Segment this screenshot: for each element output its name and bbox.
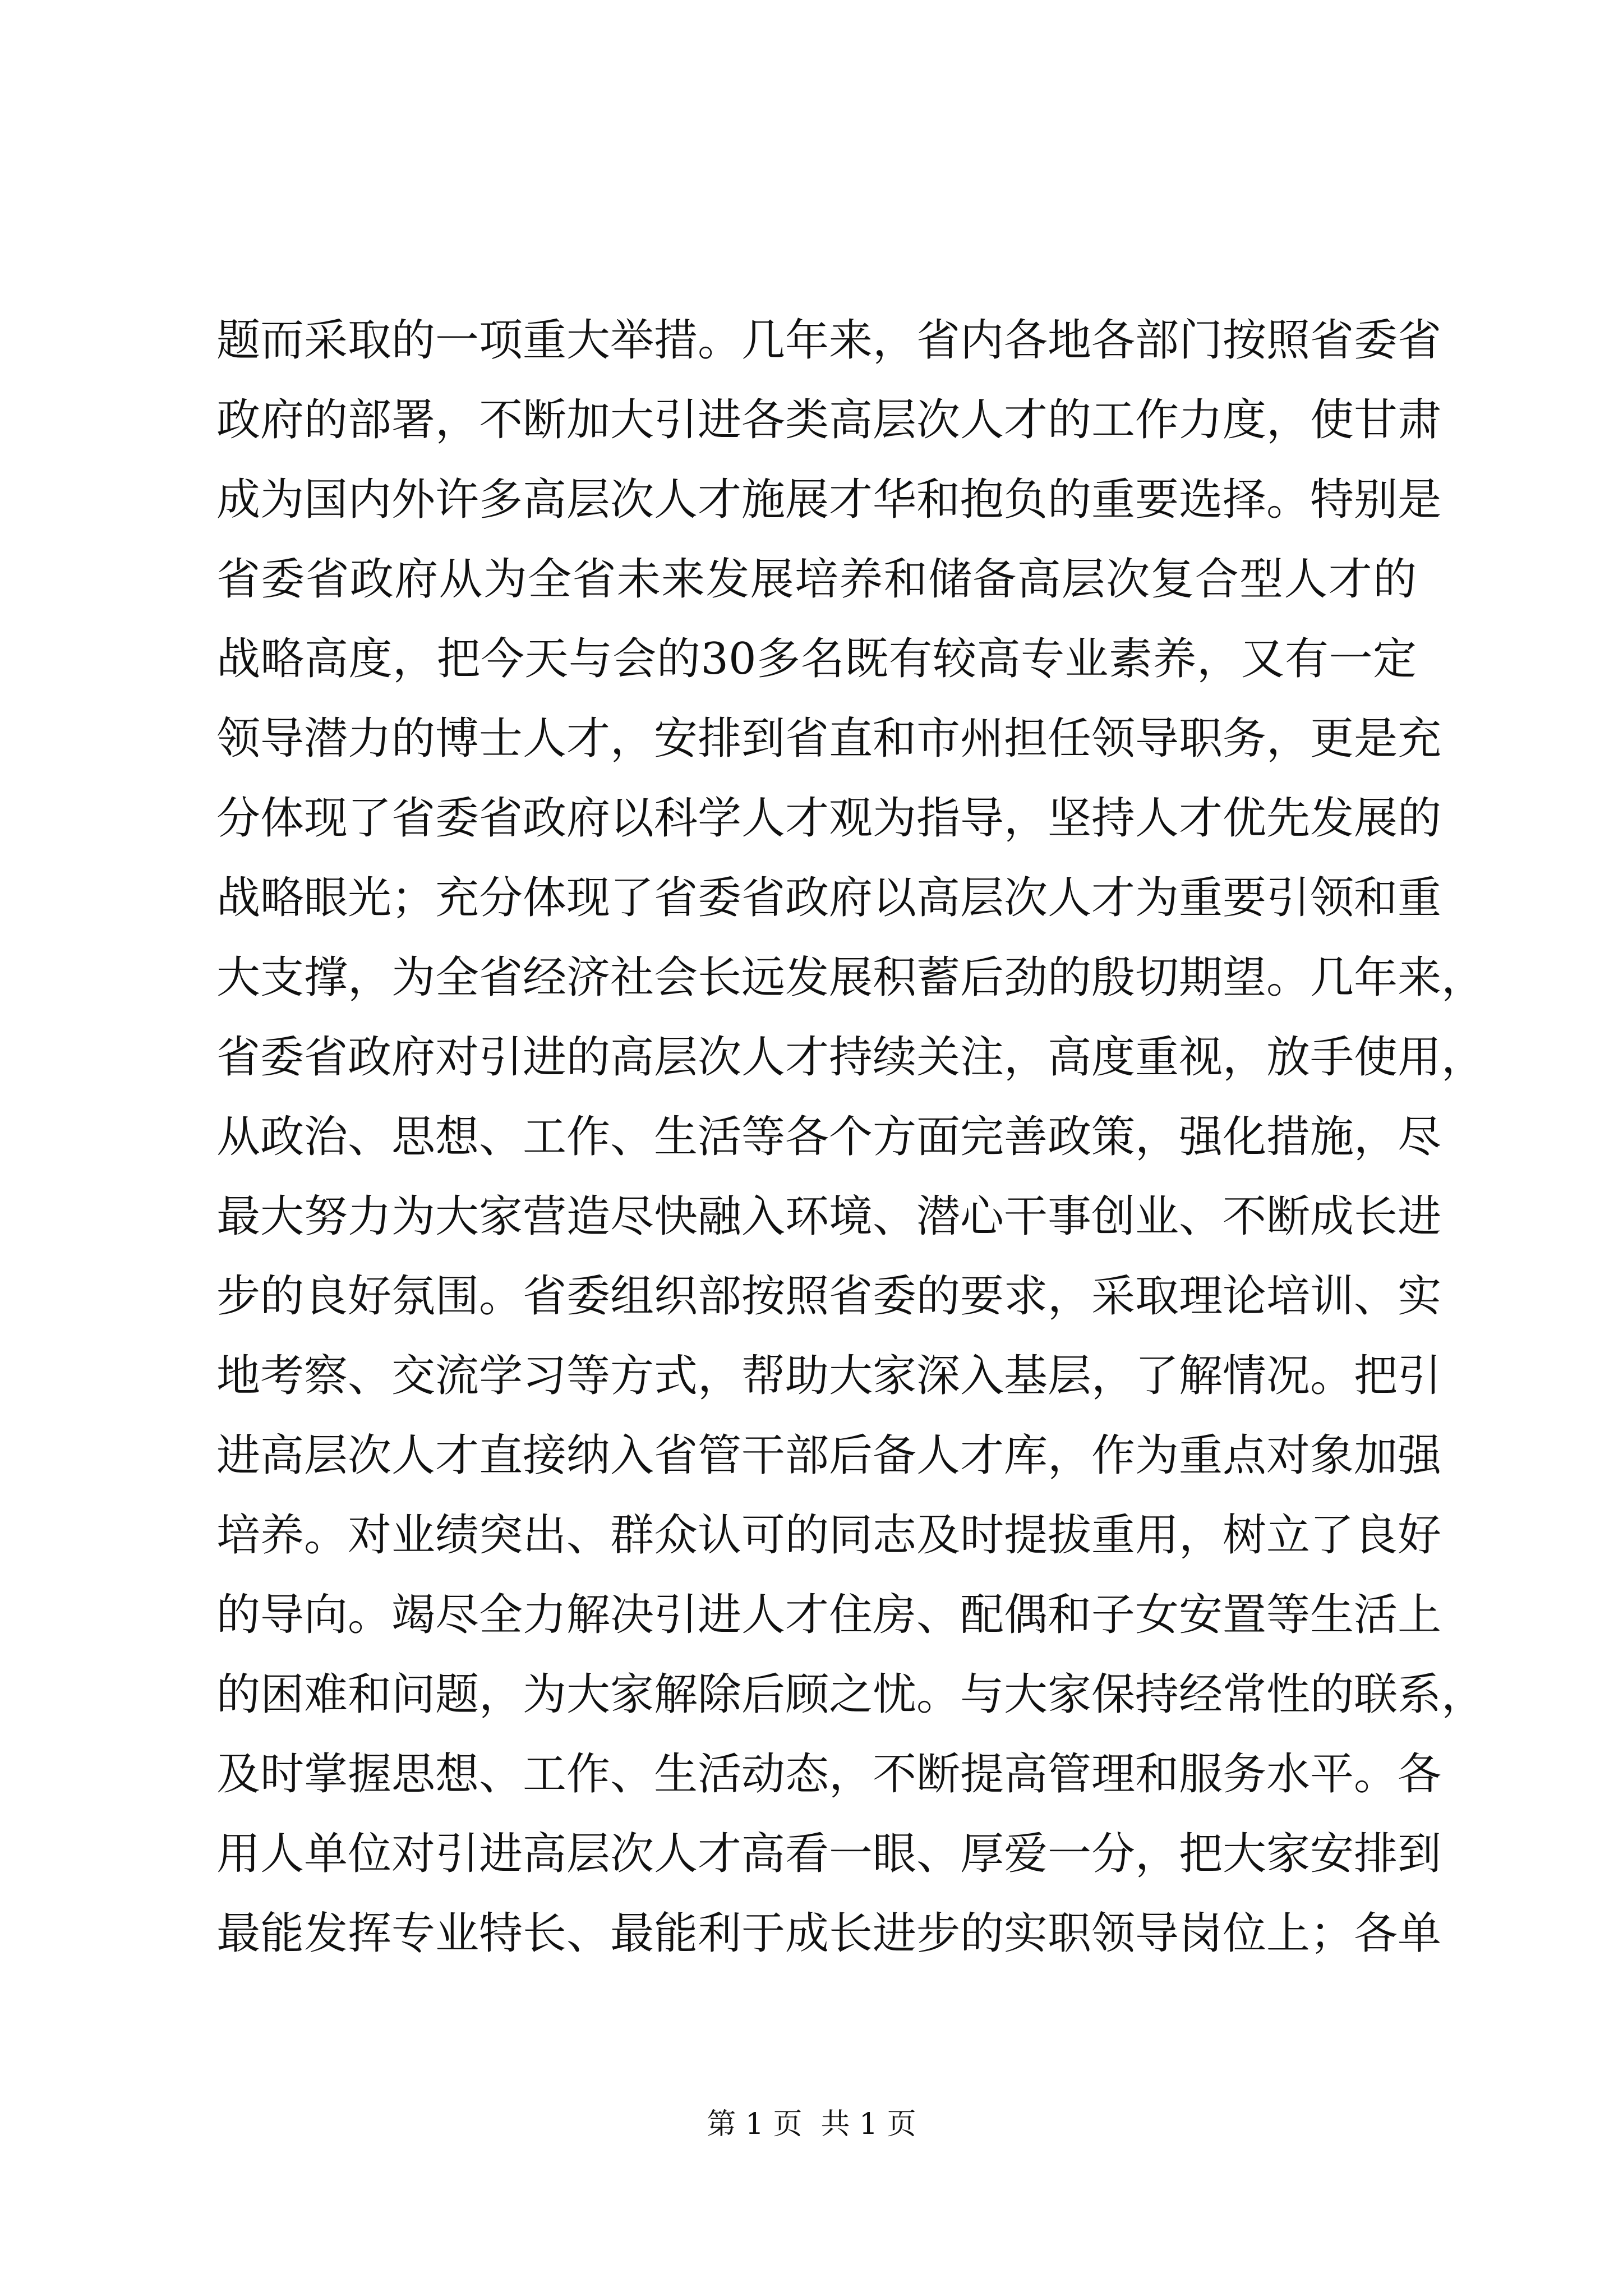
text-line: 最能发挥专业特长、最能利于成长进步的实职领导岗位上；各单 xyxy=(216,1908,1442,1959)
text-line: 省委省政府对引进的高层次人才持续关注，高度重视，放手使用， xyxy=(216,1032,1486,1083)
page-number-label: 第 1 页 共 1 页 xyxy=(707,2108,916,2141)
text-line: 地考察、交流学习等方式，帮助大家深入基层，了解情况。把引 xyxy=(216,1351,1442,1401)
text-line: 进高层次人才直接纳入省管干部后备人才库，作为重点对象加强 xyxy=(216,1430,1442,1481)
text-line: 及时掌握思想、工作、生活动态，不断提高管理和服务水平。各 xyxy=(216,1749,1442,1800)
text-line: 题而采取的一项重大举措。几年来，省内各地各部门按照省委省 xyxy=(216,315,1442,366)
text-line: 战略眼光；充分体现了省委省政府以高层次人才为重要引领和重 xyxy=(216,873,1442,923)
text-line: 大支撑，为全省经济社会长远发展积蓄后劲的殷切期望。几年来， xyxy=(216,953,1486,1003)
text-line: 的导向。竭尽全力解决引进人才住房、配偶和子女安置等生活上 xyxy=(216,1590,1442,1640)
text-line: 最大努力为大家营造尽快融入环境、潜心干事创业、不断成长进 xyxy=(216,1191,1442,1242)
text-line: 步的良好氛围。省委组织部按照省委的要求，采取理论培训、实 xyxy=(216,1271,1442,1322)
text-line: 培养。对业绩突出、群众认可的同志及时提拔重用，树立了良好 xyxy=(216,1510,1442,1561)
text-line: 从政治、思想、工作、生活等各个方面完善政策，强化措施，尽 xyxy=(216,1112,1442,1162)
text-line: 省委省政府从为全省未来发展培养和储备高层次复合型人才的 xyxy=(216,554,1417,605)
page-footer xyxy=(0,2105,1623,2144)
text-line: 领导潜力的博士人才，安排到省直和市州担任领导职务，更是充 xyxy=(216,714,1442,764)
text-line: 政府的部署，不断加大引进各类高层次人才的工作力度，使甘肃 xyxy=(216,395,1442,445)
body-text xyxy=(216,301,1486,1973)
text-line: 的困难和问题，为大家解除后顾之忧。与大家保持经常性的联系， xyxy=(216,1669,1486,1720)
text-line: 成为国内外许多高层次人才施展才华和抱负的重要选择。特别是 xyxy=(216,475,1442,525)
text-line: 用人单位对引进高层次人才高看一眼、厚爱一分，把大家安排到 xyxy=(216,1829,1442,1879)
text-line: 分体现了省委省政府以科学人才观为指导，坚持人才优先发展的 xyxy=(216,793,1442,844)
text-line: 战略高度，把今天与会的30多名既有较高专业素养，又有一定 xyxy=(216,634,1417,684)
